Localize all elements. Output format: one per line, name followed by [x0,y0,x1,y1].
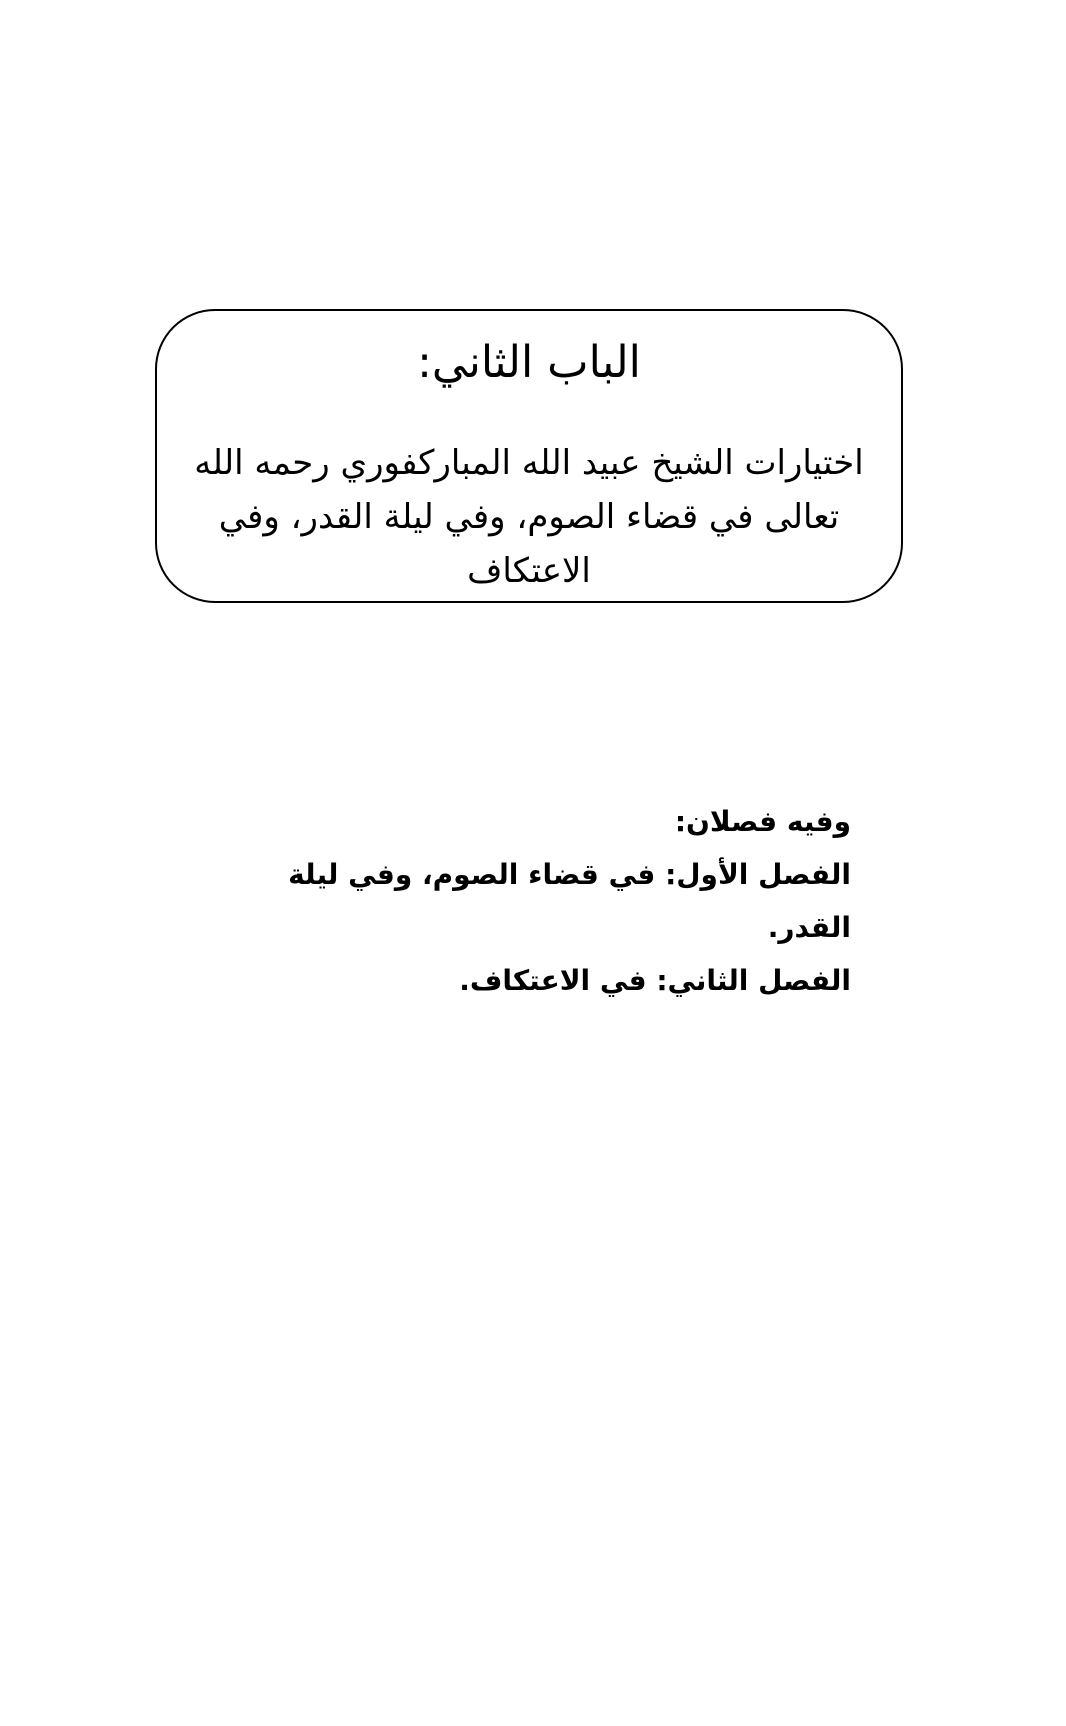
section-text: في قضاء الصوم، وفي ليلة القدر. [288,858,851,944]
chapter-title: الباب الثاني: [417,337,641,388]
sections-intro: وفيه فصلان: [674,805,851,838]
chapter-title-box [155,309,903,603]
section-item-first [200,848,851,954]
section-item-second [200,954,851,1007]
sections-list [200,795,851,1007]
section-text: في الاعتكاف. [459,964,647,997]
chapter-subtitle: اختيارات الشيخ عبيد الله المباركفوري رحمه الله تعالى في قضاء الصوم، وفي ليلة القدر، وفي الاعتكاف [194,443,864,591]
section-label: الفصل الأول: [665,858,851,891]
section-label: الفصل الثاني: [656,964,851,997]
